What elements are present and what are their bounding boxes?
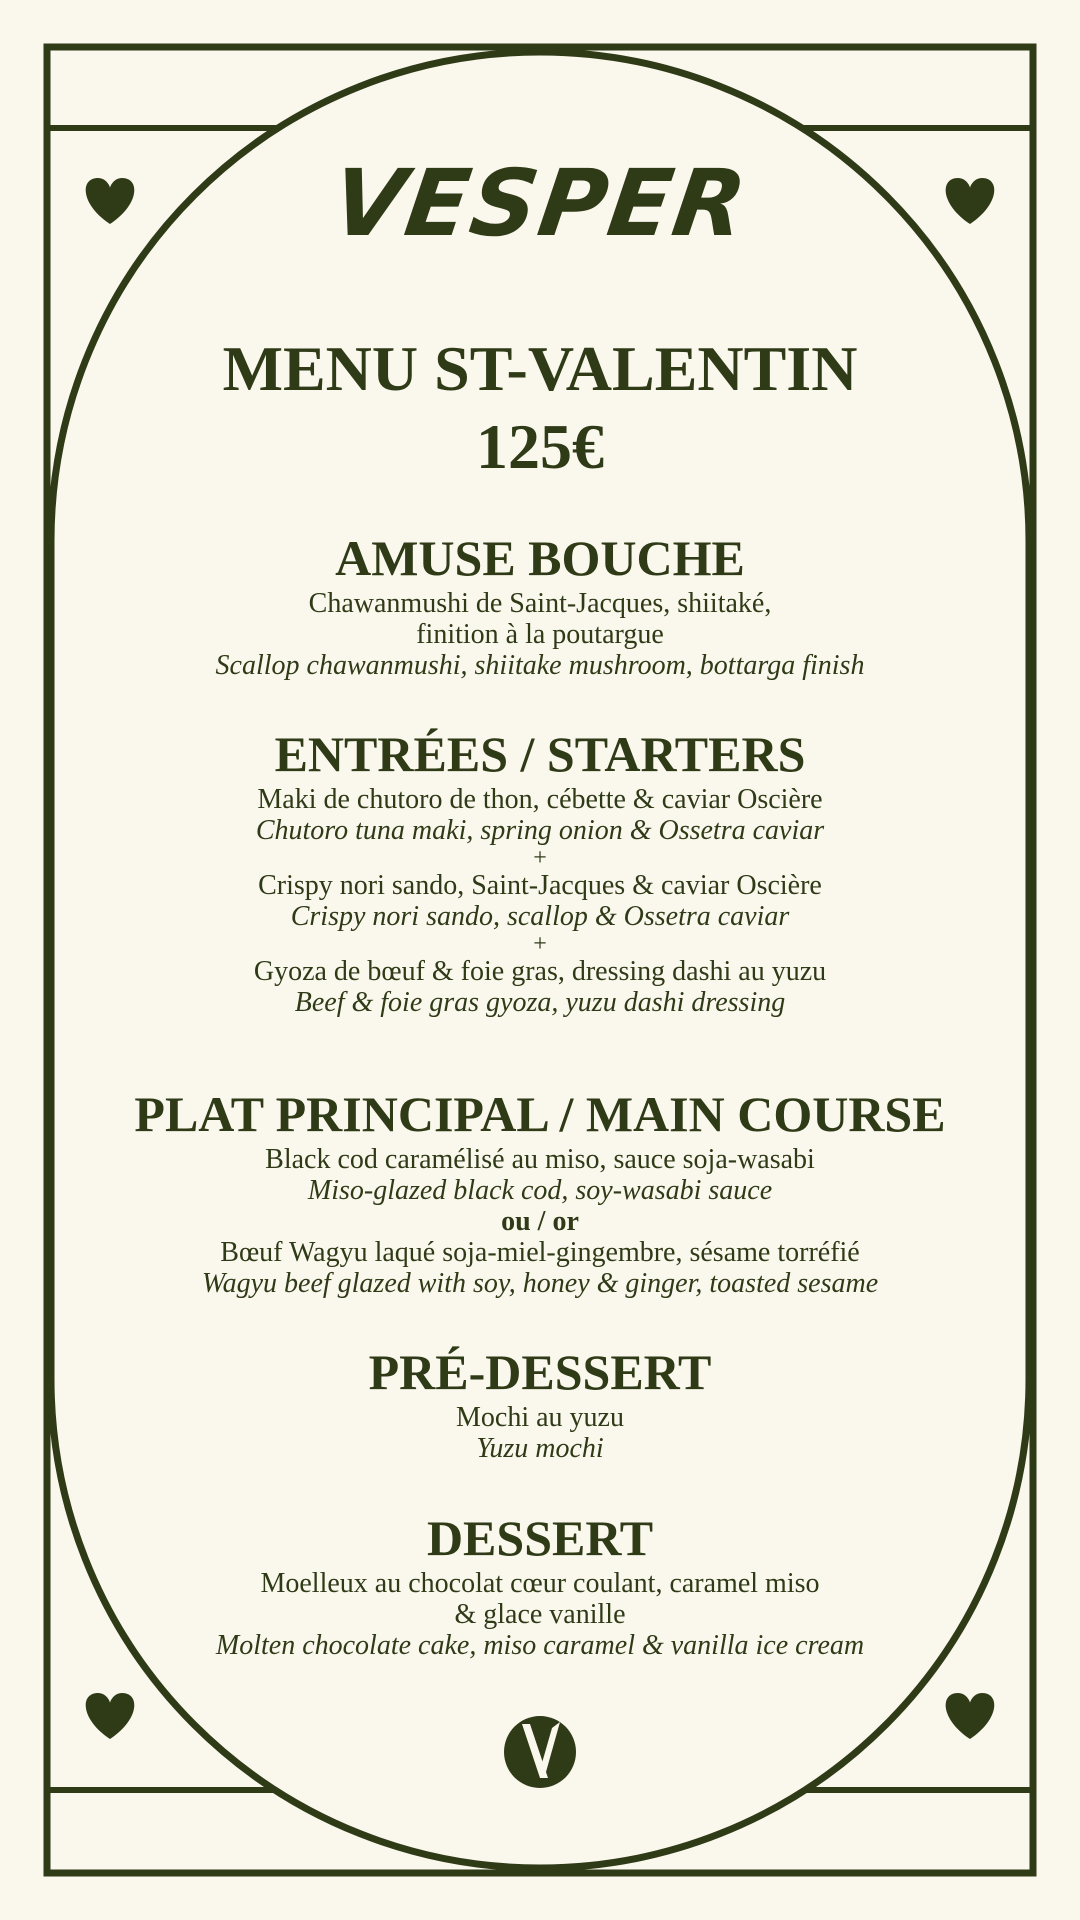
- dish-en: Scallop chawanmushi, shiitake mushroom, bottarga finish: [215, 650, 865, 681]
- section-title: ENTRÉES / STARTERS: [274, 726, 806, 782]
- section-amuse-bouche: [0, 528, 1080, 681]
- dish-en: Yuzu mochi: [476, 1433, 604, 1464]
- dish-fr: Black cod caramélisé au miso, sauce soja-wasabi: [265, 1144, 815, 1175]
- dish-fr: finition à la poutargue: [416, 619, 664, 650]
- dish-en: Wagyu beef glazed with soy, honey & ginger, toasted sesame: [201, 1268, 879, 1299]
- dish-en: Miso-glazed black cod, soy-wasabi sauce: [307, 1175, 773, 1206]
- separator-plus: +: [533, 931, 547, 957]
- dish-fr: Maki de chutoro de thon, cébette & caviar Oscière: [257, 784, 823, 815]
- separator-or: ou / or: [501, 1206, 579, 1237]
- dish-fr: Bœuf Wagyu laqué soja-miel-gingembre, sésame torréfié: [220, 1237, 860, 1268]
- section-starters: [0, 724, 1080, 1018]
- dish-en: Chutoro tuna maki, spring onion & Ossetra caviar: [255, 815, 825, 846]
- dish-fr: Gyoza de bœuf & foie gras, dressing dashi au yuzu: [253, 956, 827, 987]
- section-title: DESSERT: [426, 1510, 654, 1566]
- brand-logo: VESPER: [325, 150, 755, 257]
- dish-fr: & glace vanille: [454, 1599, 626, 1630]
- section-title: AMUSE BOUCHE: [335, 530, 745, 586]
- dish-en: Crispy nori sando, scallop & Ossetra caviar: [290, 901, 790, 932]
- separator-plus: +: [533, 845, 547, 871]
- dish-en: Beef & foie gras gyoza, yuzu dashi dressing: [294, 987, 786, 1018]
- dish-fr: Chawanmushi de Saint-Jacques, shiitaké,: [308, 588, 772, 619]
- menu-title: MENU ST-VALENTIN: [222, 333, 858, 404]
- section-title: PRÉ-DESSERT: [368, 1344, 712, 1400]
- dish-fr: Moelleux au chocolat cœur coulant, caramel miso: [260, 1568, 820, 1599]
- menu-title-block: [0, 330, 1080, 486]
- section-pre-dessert: [0, 1342, 1080, 1464]
- dish-fr: Crispy nori sando, Saint-Jacques & caviar Oscière: [258, 870, 822, 901]
- section-dessert: [0, 1508, 1080, 1661]
- dish-fr: Mochi au yuzu: [456, 1402, 624, 1433]
- menu-price: 125€: [476, 411, 604, 482]
- section-title: PLAT PRINCIPAL / MAIN COURSE: [134, 1086, 946, 1142]
- section-main-course: [0, 1084, 1080, 1299]
- dish-en: Molten chocolate cake, miso caramel & vanilla ice cream: [215, 1630, 865, 1661]
